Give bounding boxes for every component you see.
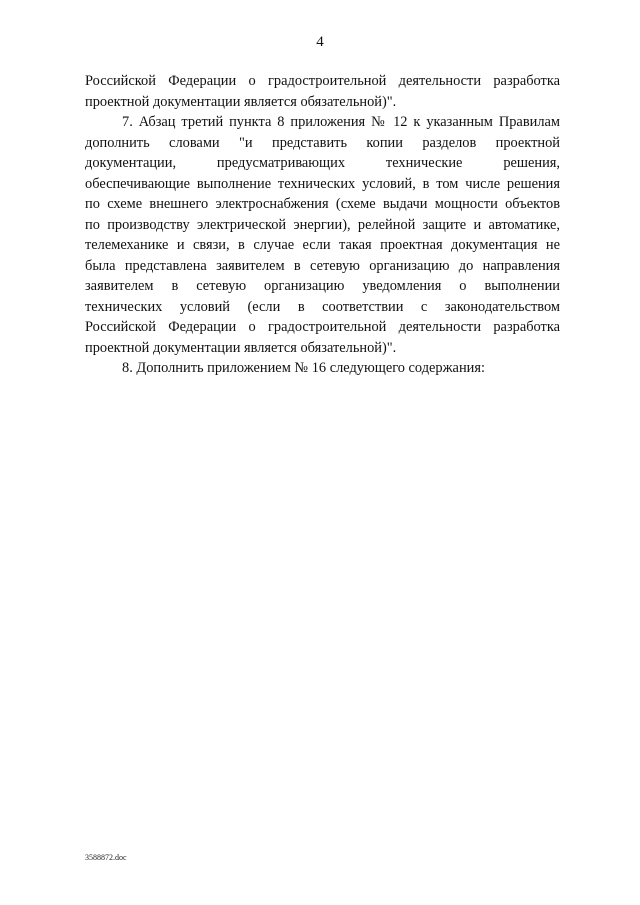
text-line: по производству электрической энергии), релейной защите и автоматике,: [85, 216, 560, 233]
text-line: телемеханике и связи, в случае если такая проектная документация не: [85, 237, 560, 253]
text-line: дополнить словами "и представить копии разделов проектной: [85, 134, 560, 151]
text-line: проектной документации является обязательной)".: [85, 339, 397, 356]
text-line: обеспечивающие выполнение технических условий, в том числе решения: [85, 175, 560, 192]
document-id: 3588872.doc: [85, 853, 127, 862]
text-line: технических условий (если в соответствии с законодательством: [85, 298, 560, 315]
text-line: проектной документации является обязательной)".: [85, 93, 397, 110]
text-line: 7. Абзац третий пункта 8 приложения № 12 к указанным Правилам: [122, 114, 560, 130]
text-line: 8. Дополнить приложением № 16 следующего содержания:: [122, 360, 485, 376]
text-line: заявителем в сетевую организацию уведомления о выполнении: [85, 278, 560, 294]
text-line: документации, предусматривающих технические решения,: [85, 155, 560, 171]
text-line: Российской Федерации о градостроительной деятельности разработка: [85, 73, 560, 89]
text-line: Российской Федерации о градостроительной деятельности разработка: [85, 319, 560, 335]
text-line: была представлена заявителем в сетевую организацию до направления: [85, 257, 560, 274]
document-body: [85, 71, 560, 379]
page-number: 4: [316, 34, 324, 50]
text-line: по схеме внешнего электроснабжения (схеме выдачи мощности объектов: [85, 196, 560, 212]
